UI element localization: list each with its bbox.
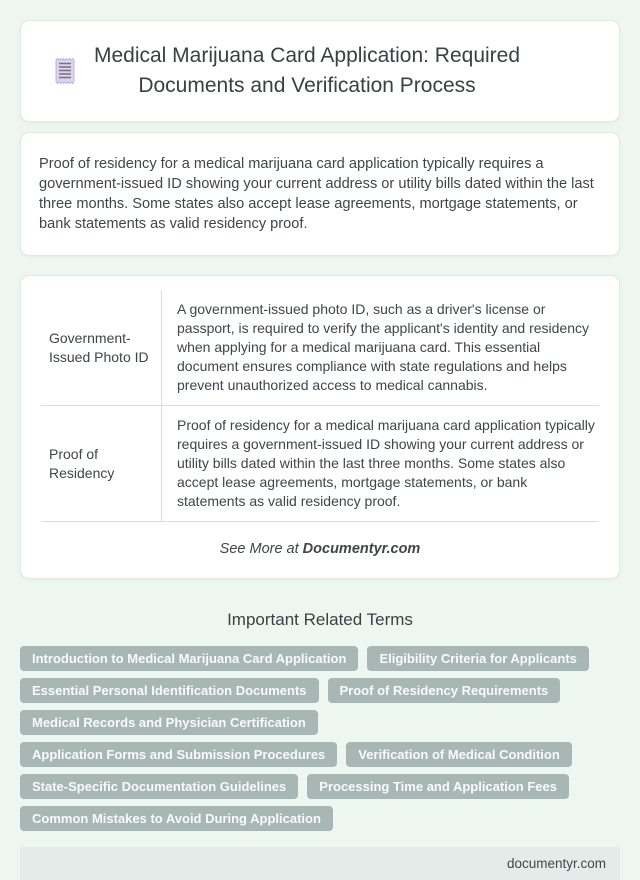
receipt-icon xyxy=(53,57,77,85)
see-more-line xyxy=(41,522,599,568)
term-definition: A government-issued photo ID, such as a driver's license or passport, is required to verify the applicant's identity and residency when applying for a medical marijuana card. This essential document ensures compliance with state regulations and helps prevent unauthorized access to medical cannabis. xyxy=(162,290,600,406)
brand-name: Documentyr.com xyxy=(302,541,421,557)
related-terms-tags xyxy=(20,646,620,831)
tag-chip[interactable]: Verification of Medical Condition xyxy=(346,742,572,767)
terms-table xyxy=(41,290,599,522)
related-terms-heading: Important Related Terms xyxy=(227,610,413,629)
tag-chip[interactable]: Introduction to Medical Marijuana Card Application xyxy=(20,646,358,671)
tag-chip[interactable]: Application Forms and Submission Procedures xyxy=(20,742,337,767)
term-label: Government-Issued Photo ID xyxy=(41,290,162,406)
see-more-prefix: See More at xyxy=(219,541,303,557)
footer-bar xyxy=(20,847,620,880)
title-card xyxy=(20,20,620,122)
term-definition: Proof of residency for a medical marijuana card application typically requires a government-issued ID showing your current address or utility bills dated within the last three months. Some states also accept lease agreements, mortgage statements, or bank statements as valid residency proof. xyxy=(162,406,600,522)
tag-chip[interactable]: Common Mistakes to Avoid During Application xyxy=(20,806,333,831)
intro-text: Proof of residency for a medical marijuana card application typically requires a government-issued ID showing your current address or utility bills dated within the last three months. Some states also accept lease agreements, mortgage statements, or bank statements as valid residency proof. xyxy=(39,156,594,232)
tag-chip[interactable]: Medical Records and Physician Certification xyxy=(20,710,318,735)
tag-chip[interactable]: Essential Personal Identification Documents xyxy=(20,678,319,703)
tag-chip[interactable]: State-Specific Documentation Guidelines xyxy=(20,774,298,799)
page-title: Medical Marijuana Card Application: Required Documents and Verification Process xyxy=(93,44,521,97)
terms-table-card xyxy=(20,275,620,579)
tag-chip[interactable]: Processing Time and Application Fees xyxy=(307,774,569,799)
tag-chip[interactable]: Proof of Residency Requirements xyxy=(328,678,561,703)
intro-card xyxy=(20,132,620,256)
table-row xyxy=(41,290,599,406)
table-row xyxy=(41,406,599,522)
term-label: Proof of Residency xyxy=(41,406,162,522)
footer-site-label: documentyr.com xyxy=(506,856,606,871)
tag-chip[interactable]: Eligibility Criteria for Applicants xyxy=(367,646,588,671)
